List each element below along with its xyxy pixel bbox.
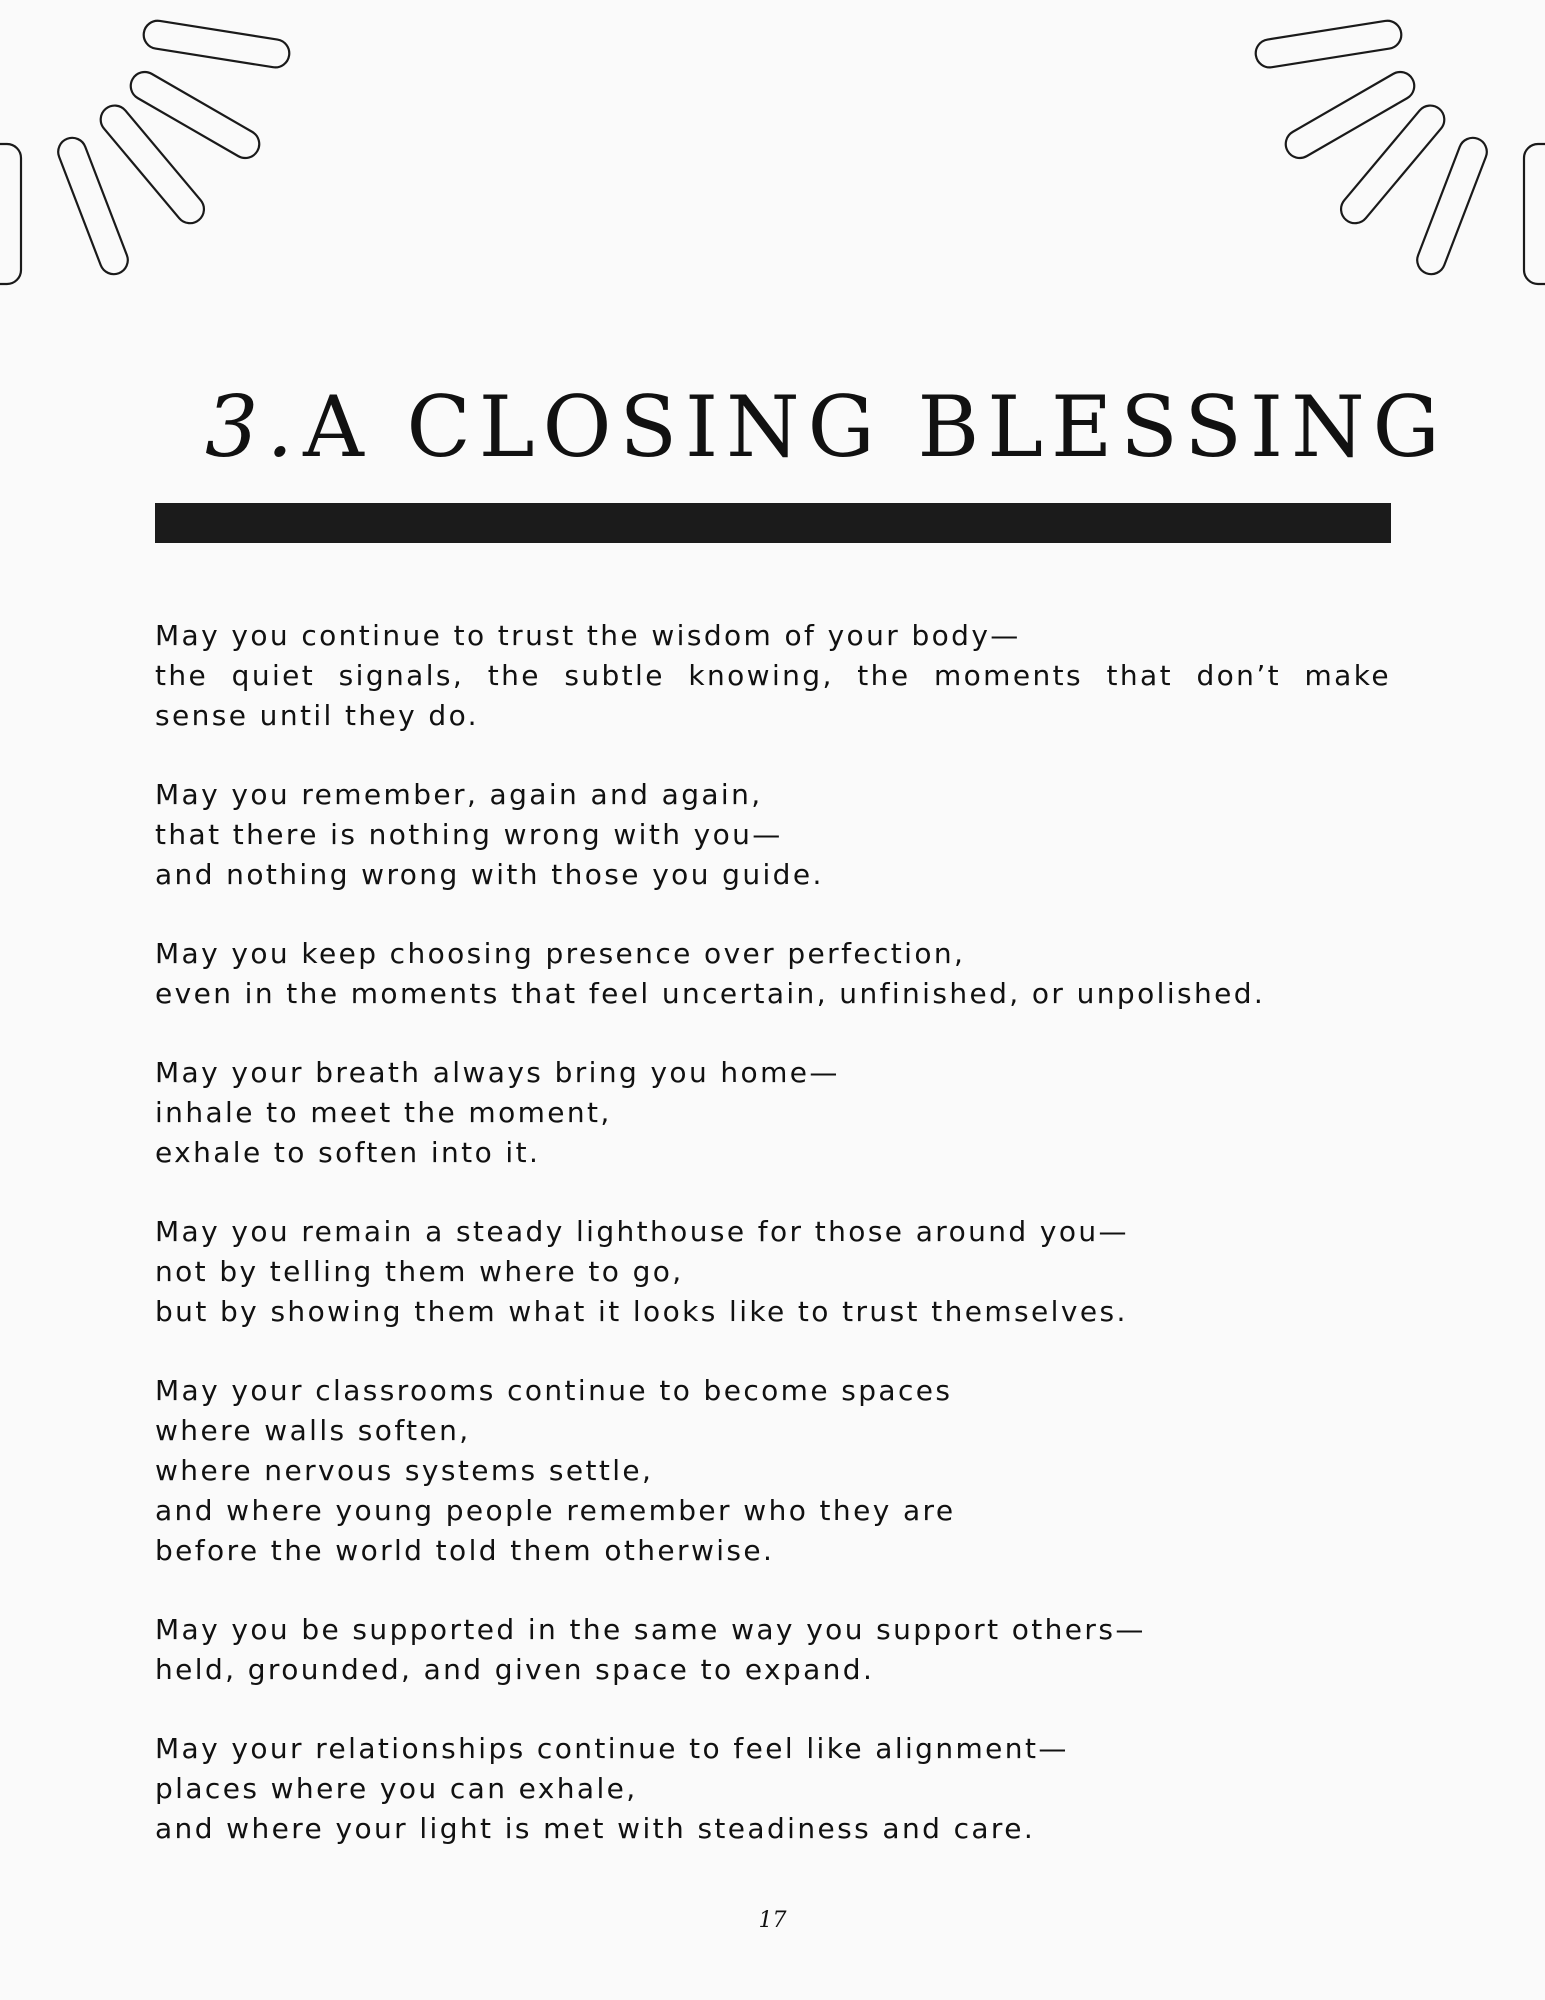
stanza-line: May you remember, again and again, bbox=[155, 778, 763, 811]
stanza-line: May you be supported in the same way you support others— bbox=[155, 1613, 1146, 1646]
stanza-line: and nothing wrong with those you guide. bbox=[155, 858, 824, 891]
stanza-5 bbox=[155, 1212, 1391, 1332]
title-divider-bar bbox=[155, 503, 1391, 543]
section-number: 3. bbox=[205, 378, 302, 476]
stanza-line: even in the moments that feel uncertain, unfinished, or unpolished. bbox=[155, 977, 1266, 1010]
stanza-line: the quiet signals, the subtle knowing, the moments that don’t make bbox=[155, 659, 1391, 692]
stanza-line: May your classrooms continue to become spaces bbox=[155, 1374, 953, 1407]
stanza-line: not by telling them where to go, bbox=[155, 1255, 684, 1288]
stanza-line: May you remain a steady lighthouse for those around you— bbox=[155, 1215, 1129, 1248]
page-title bbox=[205, 378, 1448, 476]
stanza-7 bbox=[155, 1610, 1391, 1690]
stanza-line: May you keep choosing presence over perfection, bbox=[155, 937, 966, 970]
section-title-text: A CLOSING BLESSING bbox=[303, 378, 1448, 476]
stanza-line: places where you can exhale, bbox=[155, 1772, 638, 1805]
sunburst-decoration-right bbox=[1245, 0, 1545, 300]
stanza-line: held, grounded, and given space to expand. bbox=[155, 1653, 875, 1686]
blessing-text bbox=[155, 616, 1391, 1888]
stanza-line: where nervous systems settle, bbox=[155, 1454, 654, 1487]
stanza-line: and where your light is met with steadiness and care. bbox=[155, 1812, 1036, 1845]
stanza-line: inhale to meet the moment, bbox=[155, 1096, 612, 1129]
stanza-4 bbox=[155, 1053, 1391, 1173]
stanza-line: May your relationships continue to feel like alignment— bbox=[155, 1732, 1069, 1765]
stanza-line: but by showing them what it looks like to trust themselves. bbox=[155, 1295, 1128, 1328]
stanza-line: where walls soften, bbox=[155, 1414, 471, 1447]
stanza-1 bbox=[155, 616, 1391, 736]
stanza-line: and where young people remember who they are bbox=[155, 1494, 956, 1527]
sunburst-decoration-left bbox=[0, 0, 300, 300]
stanza-line: May your breath always bring you home— bbox=[155, 1056, 840, 1089]
stanza-line: that there is nothing wrong with you— bbox=[155, 818, 783, 851]
stanza-line: before the world told them otherwise. bbox=[155, 1534, 775, 1567]
stanza-line: exhale to soften into it. bbox=[155, 1136, 541, 1169]
stanza-line: May you continue to trust the wisdom of your body— bbox=[155, 619, 1021, 652]
stanza-8 bbox=[155, 1729, 1391, 1849]
stanza-6 bbox=[155, 1371, 1391, 1571]
page-number: 17 bbox=[758, 1908, 787, 1933]
stanza-2 bbox=[155, 775, 1391, 895]
stanza-line: sense until they do. bbox=[155, 699, 479, 732]
stanza-3 bbox=[155, 934, 1391, 1014]
